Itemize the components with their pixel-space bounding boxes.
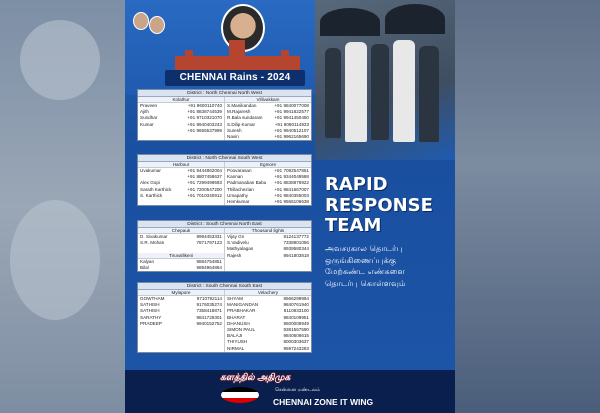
contact-row: Padmanaban Babu +91 8838876922 <box>227 180 309 186</box>
contact-row: S. Karthick +91 7010340912 <box>140 192 222 198</box>
umbrella-icon <box>320 8 380 36</box>
contact-row: S.R. Mohan 7871797123 <box>140 240 222 246</box>
contact-row: Kumar +91 9940403243 <box>140 121 222 127</box>
contact-row: S.Manikandan +91 9840077008 <box>227 103 309 108</box>
contact-row: PRABHAKAR 8110833100 <box>227 308 309 314</box>
person-figure <box>419 46 439 142</box>
blur-shape <box>10 200 100 320</box>
contact-row: Sundhar +91 9710321070 <box>140 115 222 121</box>
contact-row: +91 9655537999 <box>187 127 222 133</box>
contact-row: Kalyan 9884754851 <box>140 258 222 264</box>
district-header: District : South Chennai South East <box>138 283 311 290</box>
constituency-column <box>225 290 311 352</box>
constituency-title: Mylapore <box>138 290 224 296</box>
background-left <box>0 0 125 413</box>
constituency-column <box>225 162 311 205</box>
contact-row: Praveen +91 9600110740 <box>140 103 222 108</box>
contact-row: SHYAM 9566299994 <box>227 296 309 301</box>
constituency-title: Thousand lights <box>225 228 311 234</box>
contact-row: M.Rajaresh +91 9941822577 <box>227 109 309 115</box>
contact-row: R.Bala sundaram +91 9941450450 <box>227 115 309 121</box>
contact-row: +91 8807458637 <box>187 174 222 180</box>
leader-face <box>133 12 149 30</box>
contact-row: S.Dilip Kumar +91 9080114933 <box>227 121 309 127</box>
contact-row: THIYUSH 8000303637 <box>227 339 309 345</box>
contact-row: SATHISH 7358418871 <box>140 308 222 314</box>
district-header: District : North Chennai North West <box>138 90 311 97</box>
contact-row: Kannan +91 9344049588 <box>227 174 309 180</box>
contact-row: DHANUSH 9500008949 <box>227 320 309 326</box>
party-flag-icon <box>221 387 259 403</box>
contact-row: Ajith +91 8838744539 <box>140 109 222 115</box>
contact-row: Suresh +91 9940512107 <box>227 127 309 133</box>
constituency-column <box>138 228 225 271</box>
constituency-column <box>138 97 225 140</box>
contact-row: Uvakumar +91 9444862004 <box>140 168 222 173</box>
constituency-column <box>138 162 225 205</box>
contact-row: Rajesh 9941803818 <box>227 252 309 258</box>
constituency-column <box>225 228 311 271</box>
person-figure <box>393 40 415 142</box>
contact-row: Hemkumar +91 9566106638 <box>227 198 309 204</box>
rapid-response-heading: RAPID RESPONSE TEAM <box>325 174 433 236</box>
footer-subtitle: சென்னை மண்டலம் <box>275 387 321 393</box>
poster <box>125 0 455 413</box>
poster-title: CHENNAI Rains - 2024 <box>165 70 305 86</box>
constituency-title: Velachery <box>225 290 311 296</box>
constituency-title: Chepauk <box>138 228 224 234</box>
constituency-column <box>225 97 311 140</box>
footer-slogan: களத்தில் அதிமுக <box>220 372 291 382</box>
contact-row: PRADEEP 9940152752 <box>140 320 222 326</box>
constituency-title: Harbour <box>138 162 224 168</box>
district-panel <box>137 154 312 206</box>
contact-row: NIRMAL 9597243283 <box>227 345 309 351</box>
contact-row: S.Vadivelu 7338901056 <box>227 240 309 246</box>
contact-row: MANIGANDAN 9840761940 <box>227 302 309 308</box>
district-panel <box>137 282 312 353</box>
person-figure <box>325 48 341 138</box>
constituency-title: Egmore <box>225 162 311 168</box>
contact-row: Vijay Gn 8124137772 <box>227 234 309 239</box>
background-right <box>455 0 600 413</box>
poster-footer <box>125 370 455 413</box>
contact-row: Mathyalagan 8939580344 <box>227 246 309 252</box>
contact-row: D. Sivakumar 9994453331 <box>140 234 222 239</box>
constituency-title: Tiruvallikeni <box>138 253 224 259</box>
contact-row: Alex Gopi +91 7299499593 <box>140 180 222 186</box>
umbrella-icon <box>385 4 445 34</box>
contact-row: Thillachezian +91 9841667007 <box>227 186 309 192</box>
contact-row: SATHISH 9176035274 <box>140 302 222 308</box>
contact-row: Umapathy +91 9840355003 <box>227 192 309 198</box>
contact-row: BHARAT 9840109951 <box>227 314 309 320</box>
person-figure <box>345 42 367 142</box>
footer-wing: CHENNAI ZONE IT WING <box>273 397 374 407</box>
leader-portraits <box>133 6 175 36</box>
constituency-title: Kolathur <box>138 97 224 103</box>
contact-row: Sarath Karthick +91 7200547200 <box>140 186 222 192</box>
contact-row: Navin +91 9962165690 <box>227 133 309 139</box>
contact-row: SIMON PAUL 9381567590 <box>227 326 309 332</box>
district-header: District : North Chennai South West <box>138 155 311 162</box>
contact-row: Poovarasan +91 7092547851 <box>227 168 309 173</box>
district-panel <box>137 220 312 272</box>
contact-row: BALAJI 9840606615 <box>227 333 309 339</box>
contact-row: SARATHY 9841729301 <box>140 314 222 320</box>
constituency-title: Villivakkam <box>225 97 311 103</box>
central-station-building <box>175 40 300 72</box>
person-figure <box>371 44 389 140</box>
district-header: District : South Chennai North East <box>138 221 311 228</box>
tamil-instruction: அவசரகால தொடர்பு ஒருங்கிணைப்புக்கு மேற்கண்ட எண்களை தொடர்பு கொள்ளவும் <box>325 243 406 288</box>
district-panel <box>137 89 312 141</box>
contact-row: Bilal 9894964864 <box>140 264 222 270</box>
blur-shape <box>20 20 100 100</box>
constituency-column <box>138 290 225 352</box>
contact-row: GOWTHAM 9710792114 <box>140 296 222 301</box>
leader-face <box>149 16 165 34</box>
leaders-photo <box>315 0 455 160</box>
